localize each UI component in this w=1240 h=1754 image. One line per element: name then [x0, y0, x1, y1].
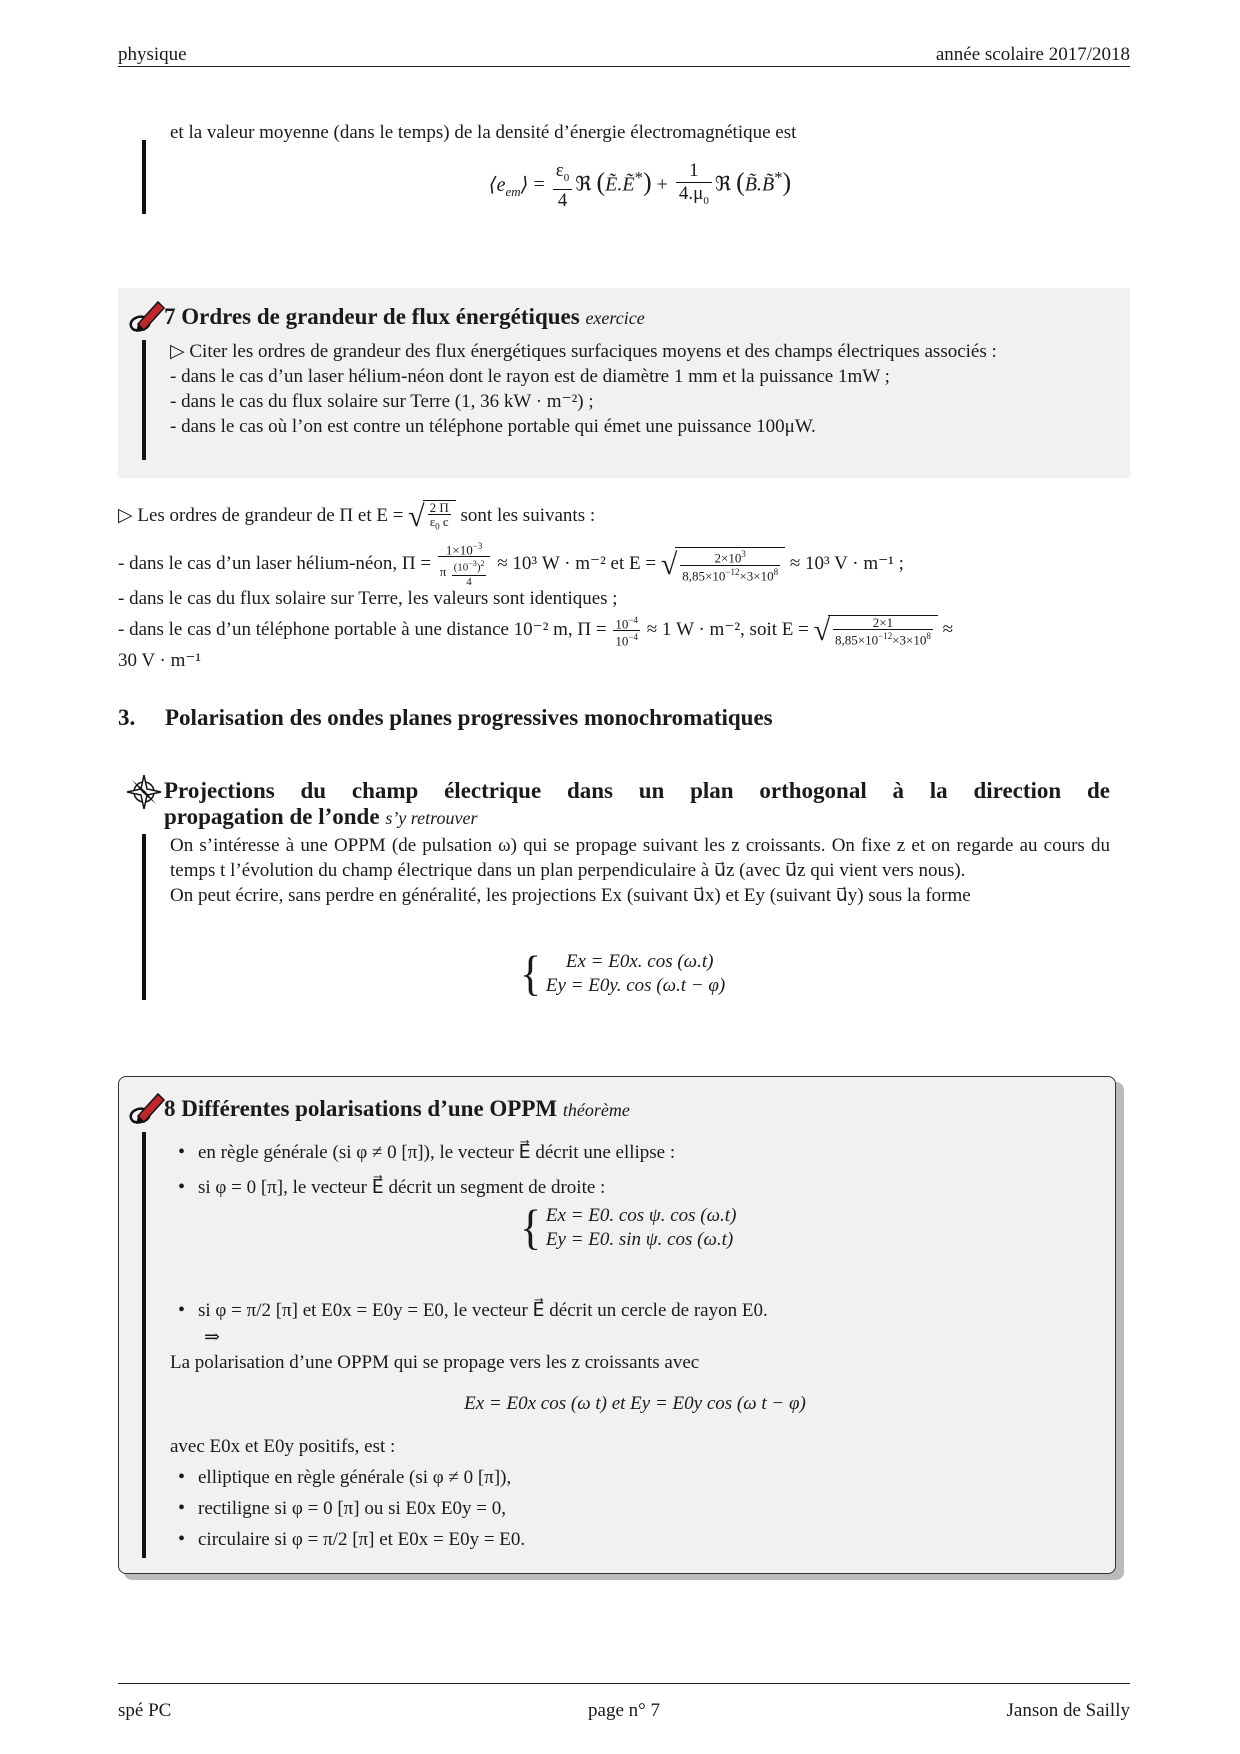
theorem-title-text: Différentes polarisations d’une OPPM	[181, 1096, 558, 1121]
exercise-content	[170, 339, 1110, 439]
bullet-item: • si φ = 0 [π], le vecteur E⃗ décrit un segment de droite :	[170, 1175, 1100, 1200]
equation: Ey = E0. sin ψ. cos (ω.t)	[545, 1229, 734, 1250]
answer-text: ▷ Les ordres de grandeur de Π et E =	[118, 505, 404, 527]
bullet-item: • rectiligne si φ = 0 [π] ou si E0x E0y = 0,	[170, 1496, 1100, 1521]
answer-text: - dans le cas d’un laser hélium-néon, Π =	[118, 552, 432, 574]
equation-system: { Ex = E0x. cos (ω.t) Ey = E0y. cos (ω.t − φ)	[520, 946, 726, 1001]
answer-line: 30 V · m⁻¹	[118, 650, 202, 671]
exercise-item: - dans le cas du flux solaire sur Terre (1, 36 kW · m⁻²) ;	[170, 391, 594, 412]
theorem-number: 8	[164, 1096, 176, 1121]
exercise-title	[164, 304, 645, 331]
paragraph: avec E0x et E0y positifs, est :	[170, 1436, 396, 1457]
compass-rose-icon	[126, 774, 162, 810]
answer-line: - dans le cas d’un laser hélium-néon, Π = $1\times 10^{-3}$ π $\frac{(10^{-3})^2}{4}$ ≈ 10³ W · m⁻² et E = √ $\frac{2\times 10^3}{8,85\times 10^{-12}\times 3\times 10^8}$ ≈ 10³ V · m⁻¹ ;	[118, 541, 904, 588]
paragraph: On peut écrire, sans perdre en généralité, les projections Ex (suivant u⃗x) et Ey (suivant u⃗y) sous la forme	[170, 885, 971, 906]
theorem-content	[170, 1134, 1100, 1206]
block-title-line2	[164, 804, 477, 831]
exercise-item: - dans le cas où l’on est contre un téléphone portable qui émet une puissance 100μW.	[170, 416, 816, 437]
exercise-item: - dans le cas d’un laser hélium-néon dont le rayon est de diamètre 1 mm et la puissance 1mW ;	[170, 366, 890, 387]
page-footer	[118, 1683, 1130, 1724]
theorem-tag: théorème	[562, 1100, 630, 1120]
theorem-content-2	[170, 1292, 1100, 1558]
section-title: Polarisation des ondes planes progressives monochromatiques	[165, 705, 773, 730]
section-heading	[118, 705, 1130, 730]
projections-content	[170, 833, 1110, 908]
bullet-item: • en règle générale (si φ ≠ 0 [π]), le vecteur E⃗ décrit une ellipse :	[170, 1140, 1100, 1165]
implies-arrow: ⇒	[204, 1327, 220, 1348]
answer-text: - dans le cas d’un téléphone portable à une distance 10⁻² m, Π =	[118, 619, 607, 641]
section-number: 3.	[118, 705, 136, 730]
equation: Ex = E0x. cos (ω.t)	[565, 951, 714, 972]
answer-line: - dans le cas du flux solaire sur Terre, les valeurs sont identiques ;	[118, 588, 618, 609]
bullet-item: • circulaire si φ = π/2 [π] et E0x = E0y = E0.	[170, 1527, 1100, 1552]
margin-bar	[142, 140, 146, 214]
answer-text: ≈ 10³ V · m⁻¹ ;	[789, 552, 904, 574]
theorem-title	[164, 1096, 630, 1123]
equation: Ey = E0y. cos (ω.t − φ)	[545, 975, 726, 996]
header-year: année scolaire 2017/2018	[935, 44, 1130, 65]
answer-line: - dans le cas d’un téléphone portable à une distance 10⁻² m, Π = $\frac{10^{-4}}{10^{-4}}$ ≈ 1 W · m⁻², soit E = √ $\frac{2\times 1}{8,85\times 10^{-12}\times 3\times 10^8}$ ≈	[118, 613, 954, 649]
margin-bar	[142, 834, 146, 1000]
paragraph: La polarisation d’une OPPM qui se propage vers les z croissants avec	[170, 1352, 700, 1373]
exercise-tag: exercice	[585, 308, 645, 328]
pencil-icon	[124, 298, 168, 338]
block-title-line: Projections du champ électrique dans un plan orthogonal à la direction de	[164, 778, 1110, 803]
answer-text: ≈ 10³ W · m⁻² et E =	[497, 552, 657, 574]
exercise-number: 7	[164, 304, 176, 329]
pencil-icon	[124, 1090, 168, 1130]
answer-text: ≈ 1 W · m⁻², soit E =	[646, 619, 809, 641]
equation: Ex = E0. cos ψ. cos (ω.t)	[545, 1205, 737, 1226]
footer-class: spé PC	[118, 1700, 172, 1721]
margin-bar	[142, 340, 146, 460]
equation-system: { Ex = E0. cos ψ. cos (ω.t) Ey = E0. sin ψ. cos (ω.t)	[520, 1200, 737, 1255]
answer-text: ≈	[942, 619, 954, 641]
block-tag: s’y retrouver	[385, 808, 478, 828]
footer-page: page n° 7	[588, 1700, 660, 1721]
energy-density-formula: $⟨e_{em}⟩$ = $\frac{\varepsilon_0}{4}$ ℜ (Ẽ.Ẽ*) + $\frac{1}{4.\mu_0}$ ℜ (B̃.B̃*)	[488, 160, 792, 211]
block-title-text: propagation de l’onde	[164, 804, 380, 829]
footer-school: Janson de Sailly	[1006, 1700, 1130, 1721]
bullet-item: • elliptique en règle générale (si φ ≠ 0 [π]),	[170, 1465, 1100, 1490]
answer-text: sont les suivants :	[460, 505, 596, 527]
exercise-title-text: Ordres de grandeur de flux énergétiques	[181, 304, 580, 329]
answer-line: ▷ Les ordres de grandeur de Π et E = √ $\frac{2 \Pi}{\varepsilon_0 c}$ sont les suivants :	[118, 499, 596, 533]
paragraph: On s’intéresse à une OPPM (de pulsation ω) qui se propage suivant les z croissants. On fixe z et on regarde au cours du temps t l’évolution du champ électrique dans un plan perpendiculaire à u⃗z (avec u⃗z qui vient vers nous).	[170, 835, 1110, 881]
margin-bar	[142, 1132, 146, 1558]
bullet-item: • si φ = π/2 [π] et E0x = E0y = E0, le vecteur E⃗ décrit un cercle de rayon E0.	[170, 1298, 1100, 1323]
header-subject: physique	[118, 44, 187, 65]
page-header	[118, 40, 1130, 67]
intro-text: et la valeur moyenne (dans le temps) de la densité d’énergie électromagnétique est	[170, 122, 797, 143]
exercise-intro: ▷ Citer les ordres de grandeur des flux énergétiques surfaciques moyens et des champs électriques associés :	[170, 341, 997, 362]
equation: Ex = E0x cos (ω t) et Ey = E0y cos (ω t − φ)	[464, 1393, 806, 1414]
